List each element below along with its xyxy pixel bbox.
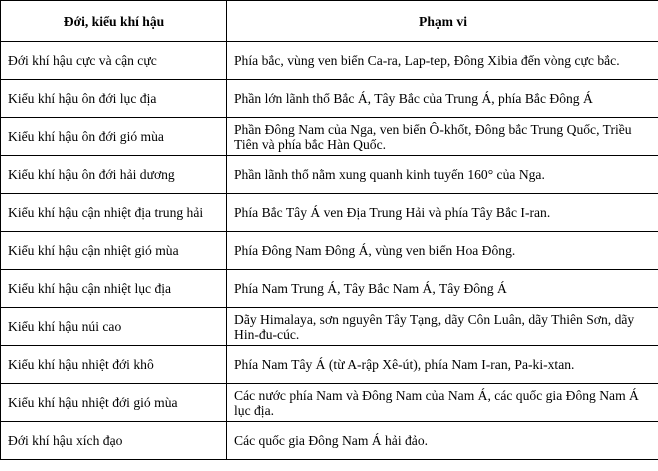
climate-type-cell: Kiểu khí hậu cận nhiệt gió mùa bbox=[1, 232, 227, 270]
scope-cell: Phần lãnh thổ nằm xung quanh kinh tuyến 160° của Nga. bbox=[227, 156, 658, 194]
scope-cell: Phần Đông Nam của Nga, ven biển Ô-khốt, Đông bắc Trung Quốc, Triều Tiên và phía bắc Hàn Quốc. bbox=[227, 118, 658, 156]
scope-cell: Phần lớn lãnh thổ Bắc Á, Tây Bắc của Trung Á, phía Bắc Đông Á bbox=[227, 80, 658, 118]
table-row bbox=[1, 346, 658, 384]
scope-cell: Các nước phía Nam và Đông Nam của Nam Á, các quốc gia Đông Nam Á lục địa. bbox=[227, 384, 658, 422]
table-row bbox=[1, 194, 658, 232]
climate-type-cell: Kiểu khí hậu cận nhiệt lục địa bbox=[1, 270, 227, 308]
scope-cell: Phía Nam Trung Á, Tây Bắc Nam Á, Tây Đông Á bbox=[227, 270, 658, 308]
table-row bbox=[1, 422, 658, 460]
table-header-row bbox=[1, 1, 658, 42]
table-row bbox=[1, 232, 658, 270]
scope-cell: Phía bắc, vùng ven biển Ca-ra, Lap-tep, Đông Xibia đến vòng cực bắc. bbox=[227, 42, 658, 80]
table-row bbox=[1, 80, 658, 118]
climate-type-cell: Kiểu khí hậu nhiệt đới gió mùa bbox=[1, 384, 227, 422]
scope-cell: Phía Đông Nam Đông Á, vùng ven biển Hoa Đông. bbox=[227, 232, 658, 270]
table-row bbox=[1, 384, 658, 422]
climate-type-cell: Đới khí hậu xích đạo bbox=[1, 422, 227, 460]
table-row bbox=[1, 308, 658, 346]
scope-cell: Phía Nam Tây Á (từ A-rập Xê-út), phía Nam I-ran, Pa-ki-xtan. bbox=[227, 346, 658, 384]
climate-type-cell: Kiểu khí hậu ôn đới gió mùa bbox=[1, 118, 227, 156]
climate-type-cell: Đới khí hậu cực và cận cực bbox=[1, 42, 227, 80]
column-header-climate-type: Đới, kiểu khí hậu bbox=[1, 1, 227, 42]
table-row bbox=[1, 156, 658, 194]
table-row bbox=[1, 42, 658, 80]
scope-cell: Phía Bắc Tây Á ven Địa Trung Hải và phía Tây Bắc I-ran. bbox=[227, 194, 658, 232]
scope-cell: Dãy Himalaya, sơn nguyên Tây Tạng, dãy Côn Luân, dãy Thiên Sơn, dãy Hin-đu-cúc. bbox=[227, 308, 658, 346]
climate-type-cell: Kiểu khí hậu ôn đới lục địa bbox=[1, 80, 227, 118]
table-row bbox=[1, 270, 658, 308]
climate-type-cell: Kiểu khí hậu núi cao bbox=[1, 308, 227, 346]
column-header-scope: Phạm vi bbox=[227, 1, 658, 42]
climate-type-cell: Kiểu khí hậu cận nhiệt địa trung hải bbox=[1, 194, 227, 232]
climate-type-cell: Kiểu khí hậu ôn đới hải dương bbox=[1, 156, 227, 194]
scope-cell: Các quốc gia Đông Nam Á hải đảo. bbox=[227, 422, 658, 460]
table-row bbox=[1, 118, 658, 156]
climate-type-cell: Kiểu khí hậu nhiệt đới khô bbox=[1, 346, 227, 384]
